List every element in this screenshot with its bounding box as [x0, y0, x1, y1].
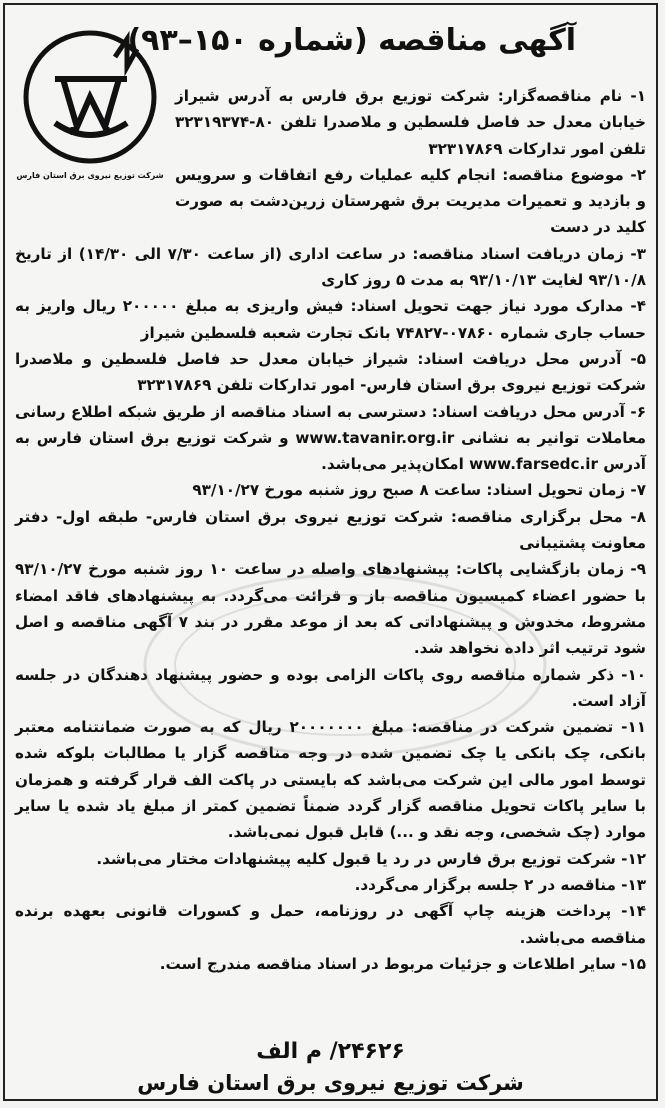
- clause-3: ۳- زمان دریافت اسناد مناقصه: در ساعت اداری (از ساعت ۷/۳۰ الی ۱۴/۳۰) از تاریخ ۹۳/۱۰/۸ لغایت ۹۳/۱۰/۱۳ به مدت ۵ روز کاری: [15, 244, 646, 290]
- clause-14: ۱۴- پرداخت هزینه چاپ آگهی در روزنامه، حمل و کسورات قانونی بعهده برنده مناقصه می‌باشد.: [15, 902, 646, 947]
- clause-9: ۹- زمان بازگشایی پاکات: پیشنهادهای واصله در ساعت ۱۰ روز شنبه مورخ ۹۳/۱۰/۲۷ با حضور اعضاء کمیسیون مناقصه باز و قرائت می‌گردد. به پیشنهادهای فاقد امضاء مشروط، مخدوش و پیشنهاداتی که بعد از موعد مقرر در بند ۷ آگهی مناقصه و اصل شود ترتیب اثر داده نخواهد شد.: [15, 560, 646, 658]
- clause-4: ۴- مدارک مورد نیاز جهت تحویل اسناد: فیش واریزی به مبلغ ۲۰۰۰۰۰ ریال واریز به حساب جاری شماره ۰۷۸۶۰-۷۴۸۲۷ بانک تجارت شعبه فلسطین شیراز: [15, 297, 646, 342]
- clause-1: ۱- نام مناقصه‌گزار: شرکت توزیع برق فارس به آدرس شیراز خیابان معدل حد فاصل فلسطین و ملاصدرا تلفن ۸۰-۳۲۳۱۹۳۷۴ تلفن امور تدارکات ۳۲۳۱۷۸۶۹: [175, 87, 646, 158]
- clause-11: ۱۱- تضمین شرکت در مناقصه: مبلغ ۲۰۰۰۰۰۰۰ ریال که به صورت ضمانتنامه معتبر بانکی، چک بانکی یا چک تضمین شده در وجه مناقصه گزار یا مطالبات بلوکه شده توسط امور مالی این شرکت می‌باشد که بایستی در پاکت الف قرار گرفته و همزمان با سایر پاکات تحویل مناقصه گزار گردد ضمناً تضمین کمتر از مبلغ یاد شده یا سایر موارد (چک شخصی، وجه نقد و ...) قابل قبول نمی‌باشد.: [15, 718, 646, 842]
- clauses-list: [15, 83, 646, 977]
- page-title: آگهی مناقصه (شماره ۱۵۰–۹۳): [127, 23, 576, 58]
- clause-7: ۷- زمان تحویل اسناد: ساعت ۸ صبح روز شنبه مورخ ۹۳/۱۰/۲۷: [192, 481, 646, 500]
- clause-13: ۱۳- مناقصه در ۲ جلسه برگزار می‌گردد.: [354, 875, 646, 894]
- clause-8: ۸- محل برگزاری مناقصه: شرکت توزیع نیروی برق استان فارس- طبقه اول- دفتر معاونت پشتیبانی: [15, 507, 646, 553]
- company-name: شرکت توزیع نیروی برق استان فارس: [137, 1071, 524, 1095]
- clause-6: ۶- آدرس محل دریافت اسناد: دسترسی به اسناد مناقصه از طریق شبکه اطلاع رسانی معاملات توانیر به نشانی www.tavanir.org.ir و شرکت توزیع برق استان فارس به آدرس www.farsedc.ir امکان‌پذیر می‌باشد.: [15, 402, 646, 474]
- ad-code: ۲۴۶۲۶/ م الف: [256, 1039, 405, 1064]
- clause-15: ۱۵- سایر اطلاعات و جزئیات مربوط در اسناد مناقصه مندرج است.: [159, 954, 646, 973]
- tender-advertisement: [3, 3, 658, 1101]
- footer: [5, 1037, 656, 1099]
- clause-2: ۲- موضوع مناقصه: انجام کلیه عملیات رفع اتفاقات و سرویس و بازدید و تعمیرات مدیریت برق شهرستان زرین‌دشت به صورت کلید در دست: [175, 165, 646, 237]
- clause-10: ۱۰- ذکر شماره مناقصه روی پاکات الزامی بوده و حضور پیشنهاد دهندگان در جلسه آزاد است.: [15, 665, 646, 710]
- logo-caption: شرکت توزیع نیروی برق استان فارس: [16, 171, 164, 180]
- clause-5: ۵- آدرس محل دریافت اسناد: شیراز خیابان معدل حد فاصل فلسطین و ملاصدرا شرکت توزیع نیروی برق استان فارس- امور تدارکات تلفن ۳۲۳۱۷۸۶۹: [15, 349, 646, 395]
- clause-12: ۱۲- شرکت توزیع برق فارس در رد یا قبول کلیه پیشنهادات مختار می‌باشد.: [96, 849, 646, 868]
